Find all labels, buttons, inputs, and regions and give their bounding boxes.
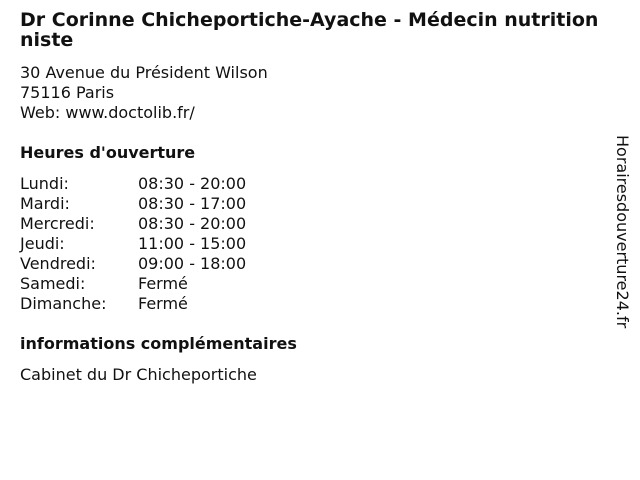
hours-row	[20, 174, 610, 194]
time-value: 11:00 - 15:00	[138, 234, 247, 253]
time-value: Fermé	[138, 294, 188, 313]
business-card	[20, 10, 610, 385]
day-label: Vendredi:	[20, 254, 96, 273]
time-value: 08:30 - 20:00	[138, 174, 247, 193]
info-heading: informations complémentaires	[20, 334, 297, 353]
street-address: 30 Avenue du Président Wilson	[20, 63, 268, 82]
site-watermark: Horairesdouverture24.fr	[613, 135, 632, 329]
time-value: 08:30 - 17:00	[138, 194, 247, 213]
hours-row	[20, 194, 610, 214]
page-title: Dr Corinne Chicheportiche-Ayache - Médecin nutritionniste	[20, 9, 599, 51]
address-block	[20, 63, 610, 123]
city-postal: 75116 Paris	[20, 83, 115, 102]
day-label: Dimanche:	[20, 294, 107, 313]
hours-row	[20, 234, 610, 254]
time-value: 08:30 - 20:00	[138, 214, 247, 233]
hours-heading: Heures d'ouverture	[20, 143, 196, 162]
info-text: Cabinet du Dr Chicheportiche	[20, 365, 257, 384]
day-label: Samedi:	[20, 274, 86, 293]
time-value: Fermé	[138, 274, 188, 293]
day-label: Mercredi:	[20, 214, 95, 233]
hours-table	[20, 174, 610, 314]
day-label: Mardi:	[20, 194, 70, 213]
hours-row	[20, 254, 610, 274]
website-link[interactable]: Web: www.doctolib.fr/	[20, 103, 195, 122]
hours-row	[20, 214, 610, 234]
hours-row	[20, 274, 610, 294]
hours-row	[20, 294, 610, 314]
day-label: Jeudi:	[20, 234, 65, 253]
day-label: Lundi:	[20, 174, 69, 193]
time-value: 09:00 - 18:00	[138, 254, 247, 273]
